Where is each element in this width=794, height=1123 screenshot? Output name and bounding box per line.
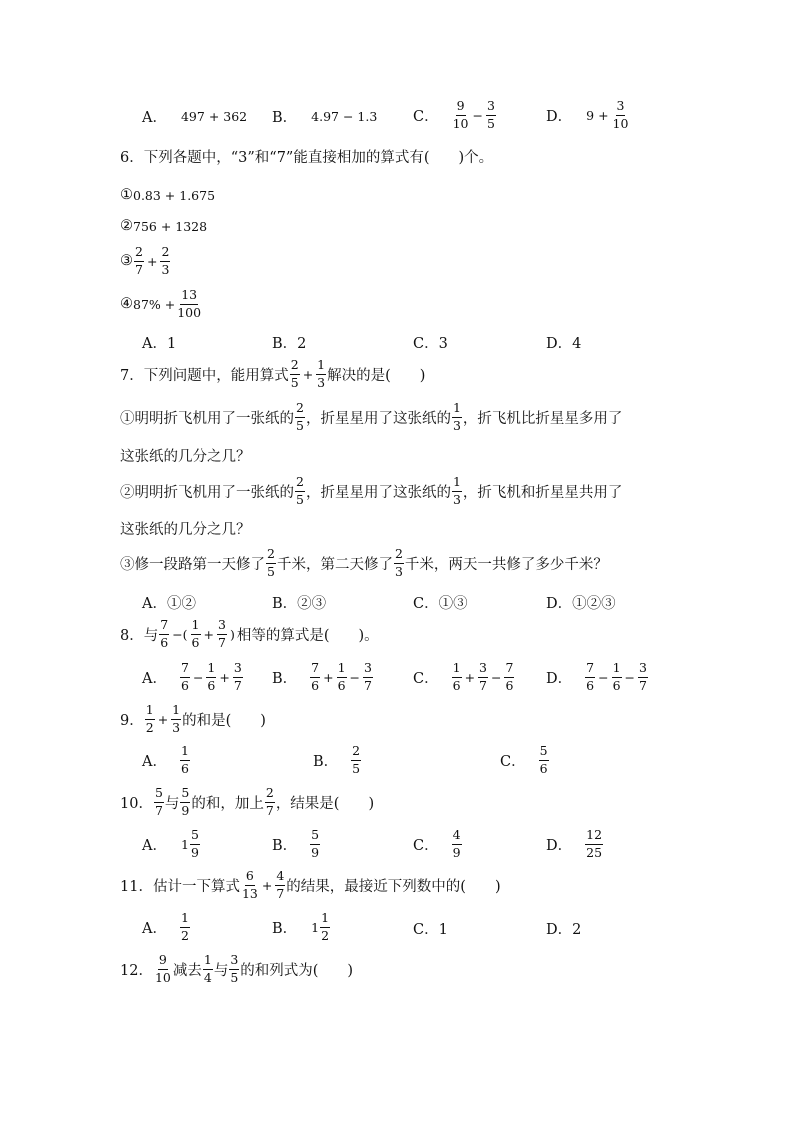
fraction — [191, 619, 201, 649]
fraction — [452, 100, 470, 130]
fraction — [585, 662, 595, 692]
numerator: 5 — [154, 787, 164, 803]
q9-option-c[interactable]: C． $\frac{5}{6}$ — [500, 743, 548, 776]
numerator: 1 — [337, 662, 347, 678]
q6-item-1: ① 0.83 + 1.675 — [120, 187, 216, 203]
denominator: 7 — [217, 634, 226, 650]
denominator: 7 — [154, 802, 163, 818]
denominator: 25 — [586, 844, 603, 860]
denominator: 3 — [161, 261, 170, 277]
denominator: 10 — [612, 115, 629, 131]
denominator: 2 — [180, 927, 189, 943]
denominator: 3 — [172, 719, 181, 735]
denominator: 5 — [487, 115, 495, 131]
q6-stem: 6．下列各题中，“3”和“7”能直接相加的算式有( )个。 — [120, 150, 494, 166]
denominator: 3 — [452, 491, 461, 507]
denominator: 5 — [230, 969, 239, 985]
fraction — [337, 662, 347, 692]
numerator: 5 — [310, 829, 320, 845]
q8-option-a[interactable]: A． $\frac{7}{6}$ − $\frac{1}{6}$ + $\frac{3}{7}$ — [142, 660, 242, 693]
denominator: 2 — [321, 927, 330, 943]
denominator: 7 — [135, 261, 143, 277]
fraction — [504, 662, 514, 692]
denominator: 6 — [337, 677, 346, 693]
fraction — [180, 912, 190, 942]
q7-item-1: ①明明折飞机用了一张纸的 $\frac{2}{5}$ ，折星星用了这张纸的 $\frac{1}{3}$ ，折飞机比折星星多用了 — [120, 400, 623, 433]
q11-option-b[interactable]: B． 1 $\frac{1}{2}$ — [272, 910, 330, 943]
denominator: 2 — [145, 719, 154, 735]
numerator: 13 — [180, 289, 198, 305]
q5-option-c[interactable]: C． $\frac{9}{10}$ − $\frac{3}{5}$ — [413, 98, 495, 131]
denominator: 6 — [612, 677, 621, 693]
numerator: 1 — [452, 476, 462, 492]
denominator: 9 — [311, 844, 320, 860]
denominator: 10 — [452, 115, 469, 131]
fraction — [180, 662, 190, 692]
denominator: 6 — [586, 677, 595, 693]
numerator: 1 — [452, 662, 462, 678]
denominator: 6 — [505, 677, 514, 693]
numerator: 3 — [638, 662, 648, 678]
q12-stem: 12． $\frac{9}{10}$ 减去 $\frac{1}{4}$ 与 $\frac{3}{5}$ 的和列式为( ) — [120, 952, 354, 985]
numerator: 3 — [486, 100, 496, 116]
numerator: 1 — [320, 912, 330, 928]
fraction — [171, 704, 181, 734]
q6-item-3: ③ $\frac{2}{7}$ + $\frac{2}{3}$ — [120, 244, 170, 277]
q8-stem: 8．与 $\frac{7}{6}$ −( $\frac{1}{6}$ + $\frac{3}{7}$ ) 相等的算式是( )。 — [120, 617, 379, 650]
denominator: 9 — [190, 844, 199, 860]
q10-option-d[interactable]: D． $\frac{12}{25}$ — [546, 827, 603, 860]
q8-option-b[interactable]: B． $\frac{7}{6}$ + $\frac{1}{6}$ − $\frac{3}{7}$ — [272, 660, 372, 693]
numerator: 1 — [191, 619, 201, 635]
numerator: 7 — [310, 662, 320, 678]
fraction — [452, 662, 462, 692]
fraction — [478, 662, 488, 692]
q6-option-b[interactable]: B．2 — [272, 336, 307, 352]
fraction — [275, 870, 285, 900]
numerator: 3 — [363, 662, 373, 678]
fraction — [452, 829, 462, 859]
numerator: 3 — [229, 954, 239, 970]
fraction — [452, 402, 462, 432]
denominator: 7 — [265, 802, 274, 818]
numerator: 2 — [160, 246, 170, 262]
q10-stem: 10． $\frac{5}{7}$ 与 $\frac{5}{9}$ 的和，加上 $\frac{2}{7}$ ，结果是( ) — [120, 785, 375, 818]
numerator: 1 — [316, 359, 326, 375]
denominator: 10 — [154, 969, 171, 985]
q7-option-d[interactable]: D．①②③ — [546, 596, 616, 612]
numerator: 3 — [217, 619, 227, 635]
numerator: 2 — [351, 745, 361, 761]
fraction — [229, 954, 239, 984]
numerator: 3 — [478, 662, 488, 678]
fraction — [180, 787, 190, 817]
numerator: 3 — [616, 100, 626, 116]
fraction — [612, 662, 622, 692]
fraction — [159, 619, 169, 649]
numerator: 5 — [190, 829, 200, 845]
denominator: 9 — [452, 844, 461, 860]
denominator: 5 — [267, 563, 275, 579]
numerator: 2 — [134, 246, 144, 262]
denominator: 7 — [364, 677, 372, 693]
fraction — [394, 548, 404, 578]
fraction — [154, 954, 172, 984]
denominator: 6 — [311, 677, 320, 693]
numerator: 2 — [295, 402, 305, 418]
numerator: 9 — [158, 954, 168, 970]
fraction — [295, 476, 305, 506]
fraction — [452, 476, 462, 506]
denominator: 5 — [296, 417, 304, 433]
numerator: 7 — [159, 619, 169, 635]
q7-item-1-continued: 这张纸的几分之几？ — [120, 449, 251, 465]
q6-item-2: ② 756 + 1328 — [120, 218, 208, 234]
numerator: 1 — [180, 912, 190, 928]
denominator: 3 — [394, 563, 403, 579]
denominator: 6 — [452, 677, 461, 693]
q7-option-b[interactable]: B．②③ — [272, 596, 327, 612]
numerator: 1 — [203, 954, 213, 970]
denominator: 5 — [290, 374, 299, 390]
denominator: 7 — [639, 677, 647, 693]
denominator: 7 — [276, 885, 285, 901]
numerator: 4 — [452, 829, 462, 845]
q10-option-a[interactable]: A． 1 $\frac{5}{9}$ — [142, 827, 199, 860]
fraction — [310, 829, 320, 859]
fraction — [233, 662, 243, 692]
q6-option-c[interactable]: C．3 — [413, 336, 448, 352]
fraction — [206, 662, 216, 692]
q6-item-4: ④ 87% + $\frac{13}{100}$ — [120, 287, 202, 320]
denominator: 5 — [352, 760, 361, 776]
q11-option-d[interactable]: D．2 — [546, 922, 582, 938]
fraction — [295, 402, 305, 432]
fraction — [160, 246, 170, 276]
denominator: 3 — [317, 374, 326, 390]
denominator: 7 — [479, 677, 487, 693]
fraction — [363, 662, 373, 692]
denominator: 6 — [539, 760, 548, 776]
numerator: 2 — [265, 787, 275, 803]
fraction — [180, 745, 190, 775]
numerator: 7 — [585, 662, 595, 678]
denominator: 6 — [191, 634, 200, 650]
fraction — [154, 787, 164, 817]
numerator: 5 — [539, 745, 549, 761]
denominator: 3 — [452, 417, 461, 433]
denominator: 6 — [207, 677, 216, 693]
q8-option-c[interactable]: C． $\frac{1}{6}$ + $\frac{3}{7}$ − $\frac{7}{6}$ — [413, 660, 514, 693]
numerator: 2 — [290, 359, 300, 375]
q7-item-3: ③修一段路第一天修了 $\frac{2}{5}$ 千米，第二天修了 $\frac{2}{3}$ 千米，两天一共修了多少千米？ — [120, 546, 608, 579]
fraction — [265, 787, 275, 817]
fraction — [290, 359, 300, 389]
q10-option-c[interactable]: C． $\frac{4}{9}$ — [413, 827, 461, 860]
fraction — [612, 100, 630, 130]
numerator: 3 — [233, 662, 243, 678]
numerator: 1 — [206, 662, 216, 678]
numerator: 1 — [612, 662, 622, 678]
numerator: 2 — [295, 476, 305, 492]
numerator: 1 — [180, 745, 190, 761]
numerator: 7 — [180, 662, 190, 678]
q5-option-d[interactable]: D． 9 + $\frac{3}{10}$ — [546, 98, 629, 131]
numerator: 5 — [180, 787, 190, 803]
numerator: 6 — [245, 870, 255, 886]
numerator: 7 — [504, 662, 514, 678]
q11-option-c[interactable]: C．1 — [413, 922, 448, 938]
q11-stem: 11．估计一下算式 $\frac{6}{13}$ + $\frac{4}{7}$ 的结果，最接近下列数中的( ) — [120, 868, 501, 901]
numerator: 2 — [394, 548, 404, 564]
q6-option-d[interactable]: D．4 — [546, 336, 582, 352]
denominator: 13 — [241, 885, 258, 901]
denominator: 100 — [177, 304, 202, 320]
denominator: 4 — [203, 969, 212, 985]
q7-option-c[interactable]: C．①③ — [413, 596, 468, 612]
fraction — [217, 619, 227, 649]
fraction — [351, 745, 361, 775]
fraction — [486, 100, 496, 130]
q11-option-a[interactable]: A． $\frac{1}{2}$ — [142, 910, 189, 943]
denominator: 6 — [180, 677, 189, 693]
q5-option-b[interactable]: B． 4.97 − 1.3 — [272, 109, 378, 126]
numerator: 12 — [585, 829, 603, 845]
q10-option-b[interactable]: B． $\frac{5}{9}$ — [272, 827, 320, 860]
q9-option-a[interactable]: A． $\frac{1}{6}$ — [142, 743, 189, 776]
q5-option-a[interactable]: A． 497 + 362 — [142, 109, 248, 126]
fraction — [176, 289, 202, 319]
q7-option-a[interactable]: A．①② — [142, 596, 196, 612]
denominator: 5 — [296, 491, 304, 507]
numerator: 1 — [452, 402, 462, 418]
fraction — [539, 745, 549, 775]
numerator: 1 — [145, 704, 155, 720]
denominator: 6 — [180, 760, 189, 776]
fraction — [316, 359, 326, 389]
fraction — [203, 954, 213, 984]
fraction — [638, 662, 648, 692]
q9-stem: 9． $\frac{1}{2}$ + $\frac{1}{3}$ 的和是( ) — [120, 702, 266, 735]
q8-option-d[interactable]: D． $\frac{7}{6}$ − $\frac{1}{6}$ − $\frac{3}{7}$ — [546, 660, 647, 693]
fraction — [241, 870, 259, 900]
q7-item-2-continued: 这张纸的几分之几？ — [120, 522, 251, 538]
fraction — [320, 912, 330, 942]
q7-stem: 7．下列问题中，能用算式 $\frac{2}{5}$ + $\frac{1}{3}$ 解决的是( ) — [120, 357, 426, 390]
numerator: 4 — [275, 870, 285, 886]
q6-option-a[interactable]: A．1 — [142, 336, 177, 352]
fraction — [266, 548, 276, 578]
denominator: 7 — [233, 677, 242, 693]
fraction — [310, 662, 320, 692]
fraction — [190, 829, 200, 859]
numerator: 1 — [171, 704, 181, 720]
numerator: 2 — [266, 548, 276, 564]
denominator: 6 — [160, 634, 169, 650]
q9-option-b[interactable]: B． $\frac{2}{5}$ — [313, 743, 361, 776]
numerator: 9 — [456, 100, 466, 116]
fraction — [134, 246, 144, 276]
denominator: 9 — [181, 802, 190, 818]
fraction — [585, 829, 603, 859]
q7-item-2: ②明明折飞机用了一张纸的 $\frac{2}{5}$ ，折星星用了这张纸的 $\frac{1}{3}$ ，折飞机和折星星共用了 — [120, 474, 623, 507]
fraction — [145, 704, 155, 734]
